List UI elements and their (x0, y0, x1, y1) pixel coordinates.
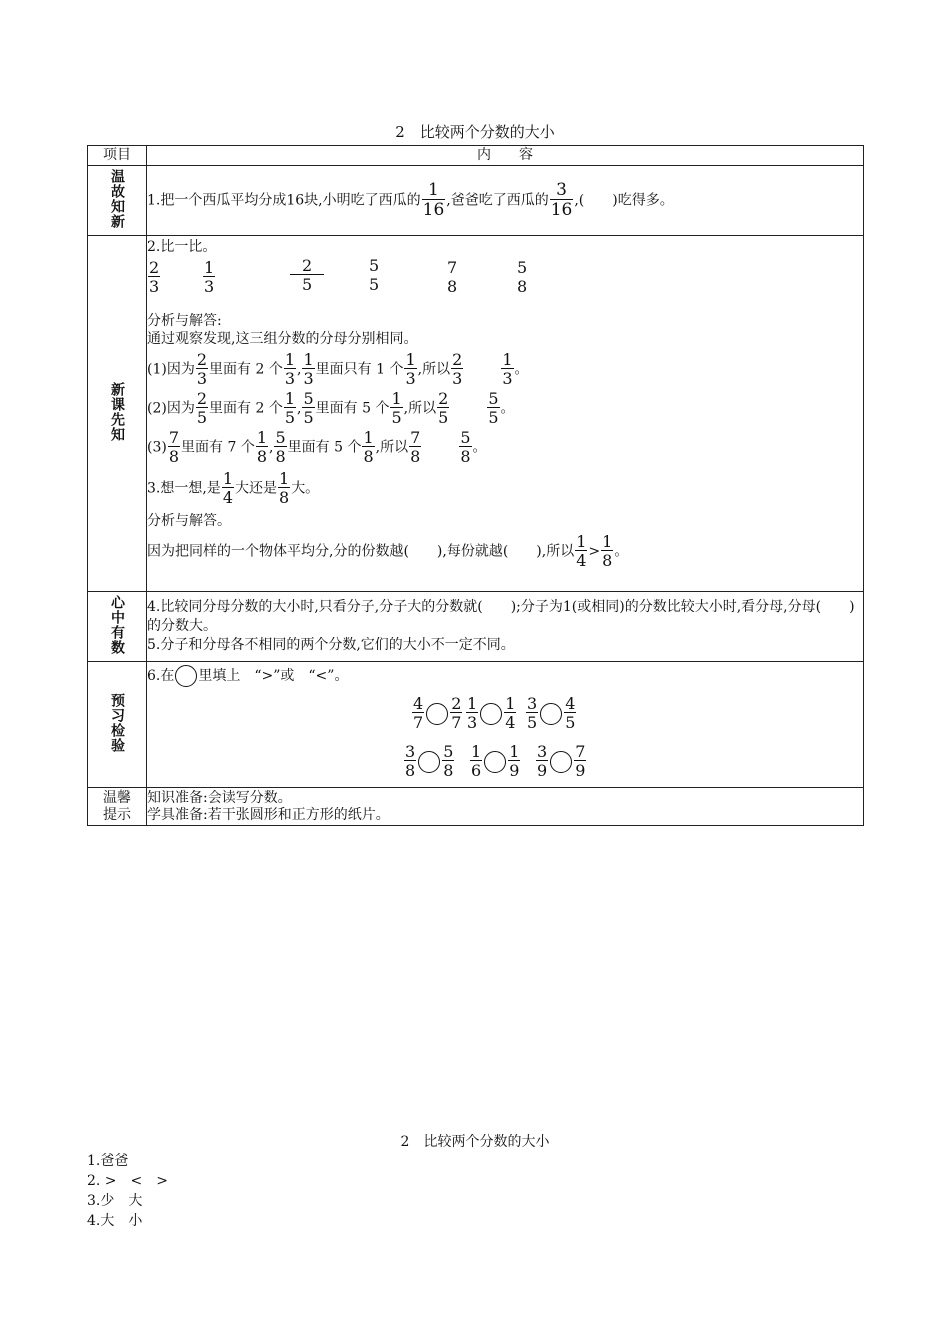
compare-pair: $\frac{3}{9}$ $\frac{7}{9}$ (537, 742, 586, 780)
section-check-label: 预习检验 (88, 662, 147, 788)
header-item: 项目 (88, 146, 147, 166)
compare-circle-icon[interactable] (418, 751, 440, 773)
analysis-line-2: (2)因为 $\frac{2}{5}$ 里面有 2 个 $\frac{1}{5}$ , $\frac{5}{5}$ 里面有 5 个 $\frac{1}{5}$ ,所以 $\frac{2}{5}$ $\frac{5}{5}$ 。 (147, 389, 515, 427)
answer-list (87, 1151, 168, 1231)
question-2-3 (147, 236, 864, 592)
compare-circle-icon[interactable] (480, 703, 502, 725)
analysis-line-3: (3) $\frac{7}{8}$ 里面有 7 个 $\frac{1}{8}$ , $\frac{5}{8}$ 里面有 5 个 $\frac{1}{8}$ ,所以 $\frac{7}{8}$ $\frac{5}{8}$ 。 (147, 428, 487, 466)
answer-item: 3.少 大 (87, 1193, 143, 1209)
comparison-pairs (147, 692, 863, 782)
tip-materials: 学具准备:若干张圆形和正方形的纸片。 (147, 807, 390, 823)
header-content: 内 容 (147, 146, 864, 166)
answer-item: 2. > < > (87, 1173, 168, 1189)
tip-knowledge: 知识准备:会读写分数。 (147, 790, 292, 806)
summary-point-4: 4.比较同分母分数的大小时,只看分子,分子大的分数就( );分子为1(或相同)的分数比较大小时,看分母,分母( )的分数大。 (147, 599, 855, 634)
q3-reason: 因为把同样的一个物体平均分,分的份数越( ),每份就越( ),所以 $\frac{1}{4}$ > $\frac{1}{8}$ 。 (147, 532, 629, 570)
q6-instruction: 6.在 里填上 “>”或 “<”。 (147, 664, 863, 688)
page-title: 2 比较两个分数的大小 (395, 123, 555, 141)
compare-pair: $\frac{1}{3}$ $\frac{1}{4}$ (467, 694, 516, 732)
q2-fractions: $\frac{2}{3}$ $\frac{1}{3}$ $\frac{2}{5}$ 5 5 7 8 5 8 (149, 256, 528, 296)
section-new-label: 新课先知 (88, 236, 147, 592)
q3-analysis-label: 分析与解答。 (147, 513, 231, 529)
compare-circle-icon (175, 665, 197, 687)
compare-circle-icon[interactable] (550, 751, 572, 773)
question-6 (147, 662, 864, 788)
analysis-line-1: (1)因为 $\frac{2}{3}$ 里面有 2 个 $\frac{1}{3}$ , $\frac{1}{3}$ 里面只有 1 个 $\frac{1}{3}$ ,所以 $\frac{2}{3}$ $\frac{1}{3}$ 。 (147, 350, 529, 388)
compare-pair: $\frac{3}{8}$ $\frac{5}{8}$ (405, 742, 454, 780)
worksheet-table (87, 145, 864, 826)
tips-content (147, 788, 864, 826)
answers-title: 2 比较两个分数的大小 (400, 1134, 550, 1150)
section-summary-label: 心中有数 (88, 592, 147, 662)
compare-circle-icon[interactable] (540, 703, 562, 725)
analysis-label: 分析与解答: (147, 313, 222, 329)
compare-circle-icon[interactable] (426, 703, 448, 725)
question-3: 3.想一想,是 $\frac{1}{4}$ 大还是 $\frac{1}{8}$ 大。 (147, 469, 320, 507)
observation: 通过观察发现,这三组分数的分母分别相同。 (147, 331, 418, 347)
compare-pair: $\frac{4}{7}$ $\frac{2}{7}$ (413, 694, 462, 732)
compare-pair: $\frac{1}{6}$ $\frac{1}{9}$ (471, 742, 520, 780)
summary-content (147, 592, 864, 662)
fraction: $\frac{3}{16}$ (550, 180, 573, 220)
fraction: $\frac{1}{16}$ (422, 180, 445, 220)
compare-pair: $\frac{3}{5}$ $\frac{4}{5}$ (527, 694, 576, 732)
question-1: 1.把一个西瓜平均分成16块,小明吃了西瓜的 $\frac{1}{16}$ ,爸爸吃了西瓜的 $\frac{3}{16}$ ,( )吃得多。 (147, 166, 864, 236)
answer-item: 4.大 小 (87, 1213, 143, 1229)
compare-circle-icon[interactable] (484, 751, 506, 773)
answer-item: 1.爸爸 (87, 1153, 129, 1169)
q2-label: 2.比一比。 (147, 239, 217, 255)
section-tips-label: 温馨提示 (88, 788, 147, 826)
section-review-label: 温故知新 (88, 166, 147, 236)
summary-point-5: 5.分子和分母各不相同的两个分数,它们的大小不一定不同。 (147, 637, 515, 653)
